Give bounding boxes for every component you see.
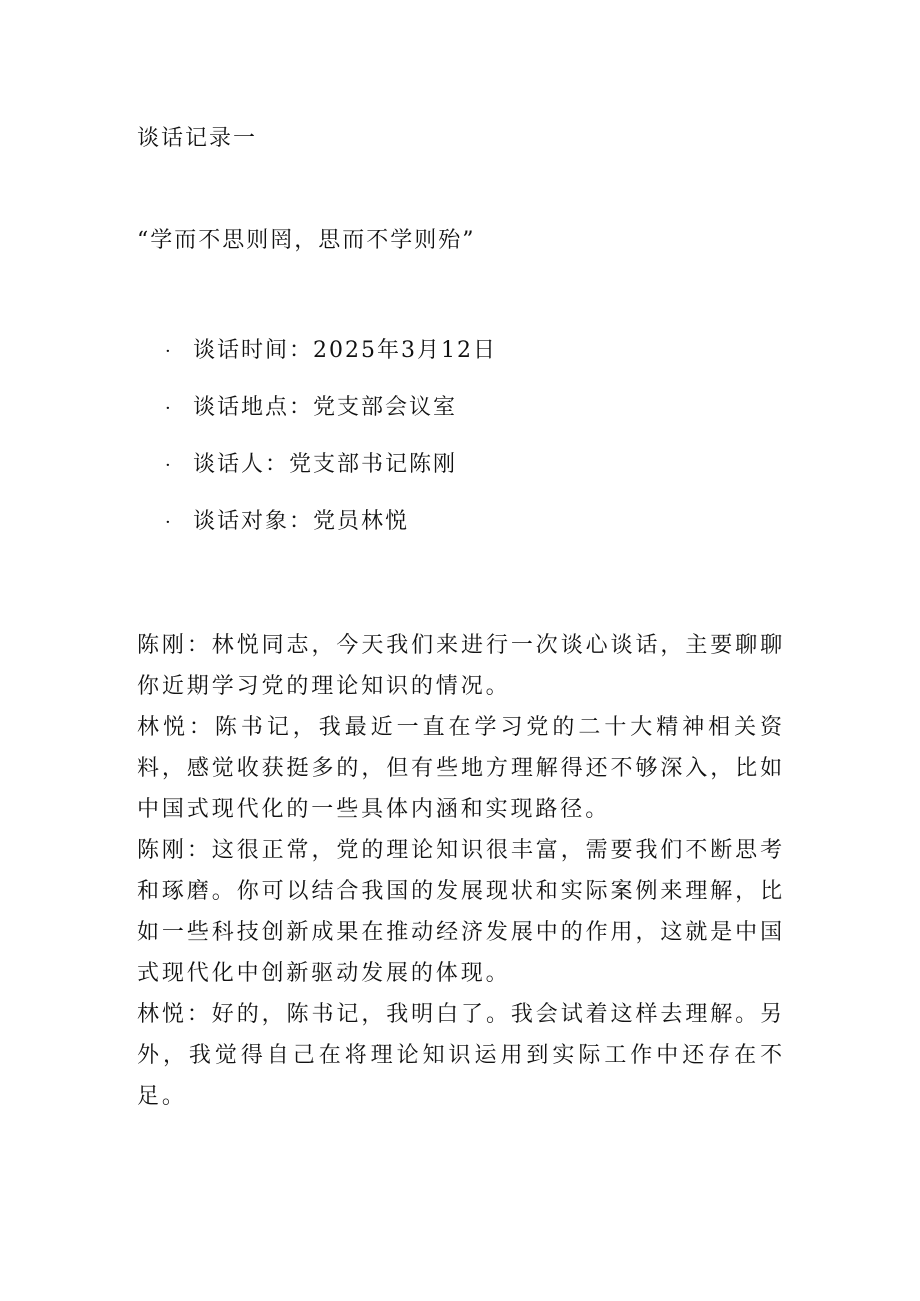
info-item-time: [165, 336, 497, 366]
dialogue-section: [137, 625, 785, 1117]
dialogue-paragraph: [137, 994, 785, 1117]
info-label: 谈话对象：: [193, 509, 314, 534]
info-value: 党支部会议室: [313, 395, 458, 420]
bullet-icon: ·: [165, 455, 173, 476]
document-title: 谈话记录一: [137, 126, 258, 151]
info-label: 谈话时间：: [193, 338, 314, 363]
speaker-name: 陈刚：: [137, 633, 212, 658]
speaker-name: 林悦：: [137, 715, 215, 740]
info-value: 党支部书记陈刚: [289, 452, 458, 477]
bullet-icon: ·: [165, 512, 173, 533]
info-value: 党员林悦: [313, 509, 410, 534]
dialogue-text: 陈书记，我最近一直在学习党的二十大精神相关资料，感觉收获挺多的，但有些地方理解得还不够深入，比如中国式现代化的一些具体内涵和实现路径。: [137, 715, 785, 822]
info-item-interviewee: [165, 507, 497, 537]
dialogue-text: 好的，陈书记，我明白了。我会试着这样去理解。另外，我觉得自己在将理论知识运用到实际工作中还存在不足。: [137, 1002, 786, 1109]
info-item-interviewer: [165, 450, 497, 480]
dialogue-text: 这很正常，党的理论知识很丰富，需要我们不断思考和琢磨。你可以结合我国的发展现状和实际案例来理解，比如一些科技创新成果在推动经济发展中的作用，这就是中国式现代化中创新驱动发展的体现。: [137, 838, 786, 986]
dialogue-paragraph: [137, 625, 785, 707]
bullet-icon: ·: [165, 398, 173, 419]
speaker-name: 林悦：: [137, 1002, 212, 1027]
dialogue-paragraph: [137, 707, 785, 830]
quote-line: “学而不思则罔，思而不学则殆”: [137, 228, 476, 253]
info-label: 谈话人：: [193, 452, 290, 477]
meeting-info-list: [165, 336, 497, 564]
info-label: 谈话地点：: [193, 395, 314, 420]
bullet-icon: ·: [165, 341, 173, 362]
speaker-name: 陈刚：: [137, 838, 212, 863]
info-value: 2025年3月12日: [313, 338, 497, 363]
info-item-location: [165, 393, 497, 423]
dialogue-paragraph: [137, 830, 785, 994]
dialogue-text: 林悦同志，今天我们来进行一次谈心谈话，主要聊聊你近期学习党的理论知识的情况。: [137, 633, 786, 699]
